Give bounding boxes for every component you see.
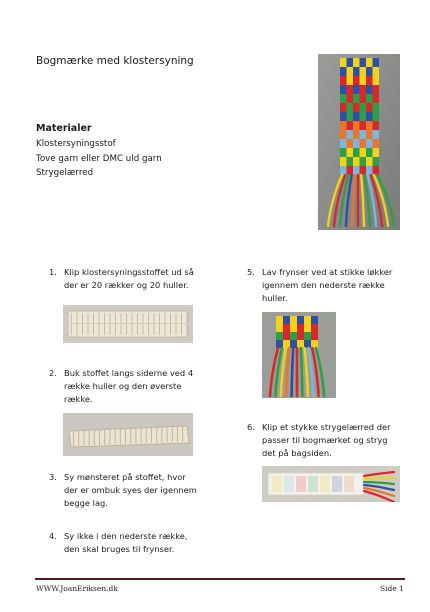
footer-rule [35, 578, 405, 580]
footer-website: WWW.JoanEriksen.dk [36, 584, 118, 593]
step-text-line: Klip klostersyningsstoffet ud så [64, 267, 194, 277]
ironed-bookmark-photo [262, 466, 400, 502]
step-5 [247, 266, 412, 305]
materials-heading: Materialer [36, 123, 92, 134]
page-title: Bogmærke med klostersyning [36, 55, 194, 67]
cut-fabric-photo [63, 305, 193, 343]
folded-fabric-photo [63, 413, 193, 456]
step-number: 3. [49, 472, 57, 482]
materials-item: Klostersyningsstof [36, 139, 116, 149]
materials-item: Tove garn eller DMC uld garn [36, 153, 162, 164]
step-number: 6. [247, 422, 255, 432]
step-text-line: række huller og den øverste [64, 381, 182, 391]
step-2 [49, 367, 234, 406]
step-text-line: Sy ikke i den nederste række, [64, 531, 188, 541]
step-text-line: række. [64, 394, 93, 404]
step-number: 2. [49, 368, 57, 378]
step-number: 4. [49, 531, 57, 541]
step-text-line: passer til bogmærket og stryg [262, 435, 388, 445]
step-text-line: Lav frynser ved at stikke løkker [262, 267, 393, 277]
step-text-line: Buk stoffet langs siderne ved 4 [64, 368, 194, 378]
step-3 [49, 471, 234, 510]
fringe-photo [262, 312, 336, 398]
step-text-line: den skal bruges til frynser. [64, 544, 175, 554]
step-text-line: Klip et stykke strygelærred der [262, 422, 391, 432]
step-text-line: der er 20 rækker og 20 huller. [64, 280, 189, 290]
step-text-line: igennem den nederste række [262, 280, 385, 290]
step-number: 5. [247, 267, 255, 277]
step-text-line: Sy mønsteret på stoffet, hvor [64, 472, 186, 482]
step-4 [49, 530, 234, 556]
materials-list [36, 137, 162, 181]
step-text-line: huller. [262, 293, 288, 303]
step-number: 1. [49, 267, 57, 277]
step-1 [49, 266, 234, 292]
step-text-line: begge lag. [64, 498, 108, 508]
finished-bookmark-photo [318, 54, 400, 230]
footer-page-number: Side 1 [380, 584, 404, 593]
materials-item: Strygelærred [36, 168, 94, 178]
step-6 [247, 421, 412, 460]
step-text-line: det på bagsiden. [262, 448, 332, 458]
step-text-line: der er ombuk syes der igennem [64, 485, 197, 495]
